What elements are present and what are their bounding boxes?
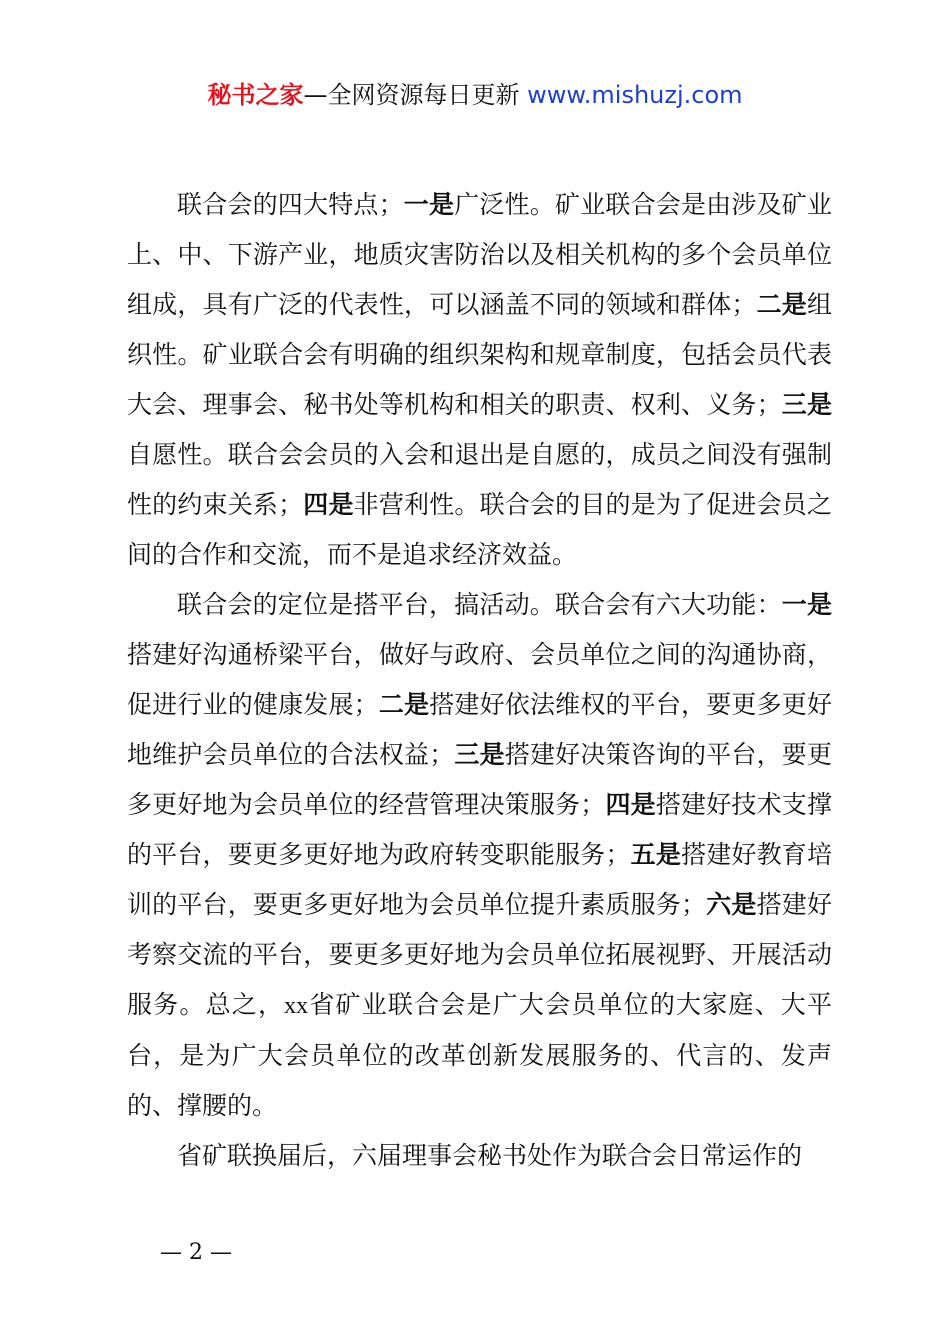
text-run: 自愿性。联合会会员的入会和退出是自愿的，成员之间没有强制性的约束关系； <box>127 440 832 519</box>
text-run: 非营利性。联合会的目的是为了促进会员之间的合作和交流，而不是追求经济效益。 <box>127 490 832 569</box>
bold-ordinal: 三是 <box>454 740 505 769</box>
text-run: 广泛性。矿业联合会是由涉及矿业上、中、下游产业，地质灾害防治以及相关机构的多个会员单位组成，具有广泛的代表性，可以涵盖不同的领域和群体； <box>127 190 832 319</box>
text-run: 搭建好沟通桥梁平台，做好与政府、会员单位之间的沟通协商，促进行业的健康发展； <box>127 640 832 719</box>
page-header <box>0 78 950 112</box>
brand-name: 秘书之家 <box>207 81 304 109</box>
bold-ordinal: 四是 <box>303 490 354 519</box>
document-body <box>127 180 832 1181</box>
site-url: www.mishuzj.com <box>527 81 743 109</box>
placeholder-xx: xx <box>284 993 309 1019</box>
text-run: 搭建好依法维权的平台，要更多更好地维护会员单位的合法权益； <box>127 690 832 769</box>
text-run: 组织性。矿业联合会有明确的组织架构和规章制度，包括会员代表大会、理事会、秘书处等机构和相关的职责、权利、义务； <box>127 290 832 419</box>
text-run: 联合会的四大特点； <box>177 190 404 219</box>
text-run: 省矿联换届后，六届理事会秘书处作为联合会日常运作的 <box>177 1141 803 1170</box>
paragraph-secretariat <box>127 1131 832 1181</box>
bold-ordinal: 二是 <box>378 690 430 719</box>
header-tagline: —全网资源每日更新 <box>303 81 528 109</box>
paragraph-features <box>127 180 832 580</box>
page-number: — 2 — <box>160 1240 232 1265</box>
bold-ordinal: 四是 <box>605 790 656 819</box>
text-run: 搭建好决策咨询的平台，要更多更好地为会员单位的经营管理决策服务； <box>127 740 832 819</box>
text-run: 省矿业联合会是广大会员单位的大家庭、大平台，是为广大会员单位的改革创新发展服务的、代言的、发声的、撑腰的。 <box>127 990 832 1120</box>
paragraph-functions <box>127 580 832 1131</box>
bold-ordinal: 三是 <box>781 390 832 419</box>
text-run: 搭建好技术支撑的平台，要更多更好地为政府转变职能服务； <box>127 790 832 869</box>
text-run: 搭建好考察交流的平台，要更多更好地为会员单位拓展视野、开展活动服务。总之， <box>127 890 832 1019</box>
bold-ordinal: 二是 <box>756 290 807 319</box>
text-run: 搭建好教育培训的平台，要更多更好地为会员单位提升素质服务； <box>127 840 832 919</box>
bold-ordinal: 一是 <box>403 190 455 219</box>
text-run: 联合会的定位是搭平台，搞活动。联合会有六大功能： <box>177 590 782 619</box>
bold-ordinal: 五是 <box>630 840 682 869</box>
bold-ordinal: 六是 <box>706 890 757 919</box>
bold-ordinal: 一是 <box>781 590 832 619</box>
